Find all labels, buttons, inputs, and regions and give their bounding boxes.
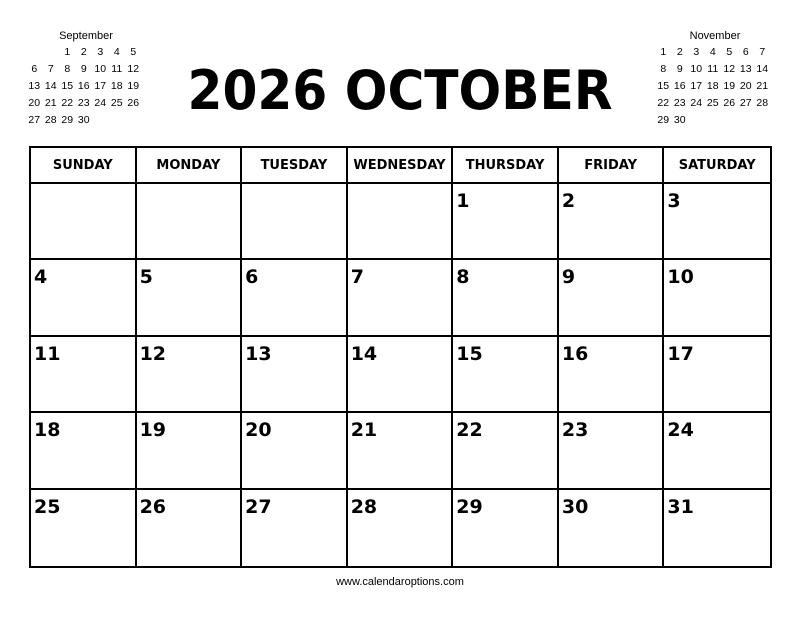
mini-calendar-day: 23: [77, 97, 90, 109]
day-number: 27: [245, 495, 272, 518]
day-number: 2: [561, 190, 576, 212]
day-cell: [559, 490, 665, 566]
mini-calendar-day: 12: [127, 63, 140, 75]
mini-calendar-day: 9: [676, 63, 683, 75]
mini-calendar-november: [655, 28, 775, 129]
mini-calendar-day: 5: [726, 46, 733, 58]
day-cell: [664, 184, 770, 260]
day-number: 10: [667, 266, 694, 289]
day-cell: [31, 260, 137, 336]
weekday-header-wednesday: WEDNESDAY: [348, 148, 454, 184]
mini-calendar-day: 9: [80, 63, 87, 75]
day-cell: [664, 337, 770, 413]
mini-calendar-day: 23: [673, 97, 686, 109]
mini-calendar-day: 27: [739, 97, 752, 109]
mini-calendar-day: 7: [759, 46, 766, 58]
day-cell: [453, 260, 559, 336]
mini-calendar-grid: [26, 44, 146, 129]
empty-day-cell: [242, 184, 348, 260]
day-cell: [242, 337, 348, 413]
day-cell: [559, 184, 665, 260]
weekday-header-monday: MONDAY: [137, 148, 243, 184]
mini-calendar-day: 28: [44, 114, 57, 126]
mini-calendar-grid: [655, 44, 775, 129]
mini-calendar-day: 2: [676, 46, 683, 58]
mini-calendar-day: 21: [756, 80, 769, 92]
mini-calendar-day: 4: [113, 46, 120, 58]
mini-calendar-day: 8: [660, 63, 667, 75]
day-number: 28: [350, 495, 378, 518]
mini-calendar-day: 24: [94, 97, 107, 109]
day-number: 17: [667, 342, 694, 365]
day-number: 6: [245, 266, 259, 289]
month-calendar-grid: [29, 146, 772, 568]
day-cell: [348, 260, 454, 336]
weekday-header-tuesday: TUESDAY: [242, 148, 348, 184]
day-number: 5: [139, 266, 153, 289]
day-cell: [137, 413, 243, 489]
mini-calendar-day: 26: [723, 97, 736, 109]
mini-calendar-day: 6: [742, 46, 749, 58]
mini-calendar-day: 22: [61, 97, 74, 109]
mini-calendar-day: 29: [61, 114, 74, 126]
mini-calendar-day: 24: [690, 97, 703, 109]
day-number: 12: [139, 342, 167, 365]
day-number: 16: [561, 342, 589, 365]
mini-calendar-day: 11: [111, 63, 123, 75]
weekday-header-thursday: THURSDAY: [453, 148, 559, 184]
day-cell: [242, 413, 348, 489]
mini-calendar-day: 25: [706, 97, 719, 109]
mini-calendar-day: 21: [44, 97, 57, 109]
day-cell: [137, 260, 243, 336]
mini-calendar-day: 26: [127, 97, 140, 109]
day-cell: [559, 337, 665, 413]
day-cell: [31, 413, 137, 489]
day-number: 21: [350, 419, 378, 442]
day-cell: [453, 337, 559, 413]
mini-calendar-day: 12: [723, 63, 736, 75]
empty-day-cell: [31, 184, 137, 260]
mini-calendar-day: 29: [657, 114, 670, 126]
mini-calendar-empty: [43, 44, 60, 61]
mini-calendar-day: 1: [64, 46, 71, 58]
day-number: 26: [139, 495, 167, 518]
mini-calendar-day: 7: [47, 63, 54, 75]
mini-calendar-empty: [26, 44, 43, 61]
mini-calendar-day: 28: [756, 97, 769, 109]
day-number: 25: [34, 495, 61, 518]
day-number: 22: [456, 419, 483, 442]
mini-calendar-day: 25: [110, 97, 123, 109]
day-cell: [242, 260, 348, 336]
day-number: 30: [561, 495, 589, 518]
mini-calendar-day: 20: [739, 80, 752, 92]
mini-calendar-day: 13: [28, 80, 41, 92]
day-cell: [137, 490, 243, 566]
mini-calendar-day: 27: [28, 114, 41, 126]
mini-calendar-day: 18: [706, 80, 719, 92]
mini-calendar-day: 6: [31, 63, 38, 75]
day-number: 19: [139, 419, 167, 442]
empty-day-cell: [348, 184, 454, 260]
mini-calendar-day: 15: [61, 80, 74, 92]
mini-calendar-day: 10: [690, 63, 703, 75]
mini-calendar-day: 14: [756, 63, 769, 75]
mini-calendar-day: 2: [80, 46, 87, 58]
mini-calendar-day: 8: [64, 63, 71, 75]
day-number: 1: [456, 190, 470, 212]
day-cell: [664, 413, 770, 489]
day-number: 9: [561, 266, 576, 289]
day-number: 18: [34, 419, 61, 442]
mini-calendar-day: 3: [97, 46, 104, 58]
day-number: 3: [667, 190, 681, 212]
mini-calendar-day: 18: [110, 80, 123, 92]
day-cell: [559, 413, 665, 489]
mini-calendar-day: 10: [94, 63, 107, 75]
mini-calendar-day: 13: [739, 63, 752, 75]
day-number: 15: [456, 342, 483, 365]
empty-day-cell: [137, 184, 243, 260]
day-cell: [31, 490, 137, 566]
day-number: 4: [34, 266, 48, 289]
day-number: 7: [350, 266, 364, 289]
day-number: 13: [245, 342, 272, 365]
mini-calendar-day: 20: [28, 97, 41, 109]
mini-calendar-day: 1: [660, 46, 667, 58]
day-number: 20: [245, 419, 272, 442]
mini-calendar-day: 30: [673, 114, 686, 126]
day-number: 24: [667, 419, 694, 442]
day-cell: [664, 260, 770, 336]
mini-calendar-day: 14: [44, 80, 57, 92]
mini-calendar-title: November: [689, 30, 741, 42]
day-number: 8: [456, 266, 470, 289]
day-cell: [664, 490, 770, 566]
mini-calendar-day: 16: [673, 80, 686, 92]
day-cell: [453, 413, 559, 489]
mini-calendar-day: 5: [130, 46, 137, 58]
weekday-header-saturday: SATURDAY: [664, 148, 770, 184]
mini-calendar-day: 3: [693, 46, 700, 58]
weekday-header-friday: FRIDAY: [559, 148, 665, 184]
day-cell: [453, 184, 559, 260]
mini-calendar-september: [26, 28, 146, 129]
mini-calendar-day: 22: [657, 97, 670, 109]
day-cell: [453, 490, 559, 566]
mini-calendar-day: 19: [127, 80, 140, 92]
day-cell: [348, 490, 454, 566]
mini-calendar-day: 15: [657, 80, 670, 92]
day-cell: [242, 490, 348, 566]
mini-calendar-day: 16: [77, 80, 90, 92]
day-number: 11: [34, 342, 61, 365]
weekday-header-sunday: SUNDAY: [31, 148, 137, 184]
mini-calendar-day: 19: [723, 80, 736, 92]
mini-calendar-day: 4: [709, 46, 716, 58]
day-number: 29: [456, 495, 483, 518]
day-cell: [137, 337, 243, 413]
footer-website: www.calendaroptions.com: [336, 576, 464, 588]
mini-calendar-day: 17: [690, 80, 703, 92]
mini-calendar-day: 11: [707, 63, 719, 75]
mini-calendar-day: 30: [77, 114, 90, 126]
page-title: 2026 OCTOBER: [187, 59, 613, 122]
day-cell: [559, 260, 665, 336]
mini-calendar-title: September: [59, 30, 113, 42]
day-number: 14: [350, 342, 378, 365]
mini-calendar-day: 17: [94, 80, 107, 92]
day-number: 31: [667, 495, 694, 518]
day-cell: [348, 413, 454, 489]
day-number: 23: [561, 419, 589, 442]
day-cell: [31, 337, 137, 413]
day-cell: [348, 337, 454, 413]
